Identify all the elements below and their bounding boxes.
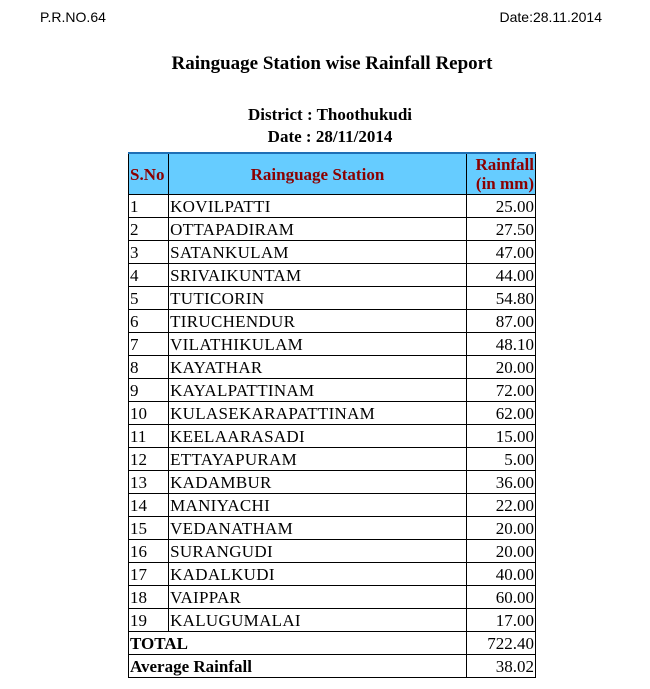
row-station: TIRUCHENDUR — [169, 310, 467, 333]
table-row — [129, 586, 536, 609]
table-row — [129, 310, 536, 333]
row-station: KAYATHAR — [169, 356, 467, 379]
average-value: 38.02 — [466, 655, 535, 678]
header-date: Date:28.11.2014 — [499, 9, 602, 25]
row-sno: 4 — [129, 264, 169, 287]
table-row — [129, 195, 536, 218]
rainfall-table — [128, 152, 536, 678]
table-row — [129, 448, 536, 471]
table-header-row — [129, 153, 536, 195]
row-rainfall: 22.00 — [466, 494, 535, 517]
table-row — [129, 218, 536, 241]
row-station: KADAMBUR — [169, 471, 467, 494]
row-sno: 19 — [129, 609, 169, 632]
average-row — [129, 655, 536, 678]
row-sno: 9 — [129, 379, 169, 402]
row-rainfall: 48.10 — [466, 333, 535, 356]
table-row — [129, 402, 536, 425]
row-station: KALUGUMALAI — [169, 609, 467, 632]
row-sno: 6 — [129, 310, 169, 333]
row-rainfall: 72.00 — [466, 379, 535, 402]
row-rainfall: 60.00 — [466, 586, 535, 609]
row-rainfall: 20.00 — [466, 517, 535, 540]
row-rainfall: 36.00 — [466, 471, 535, 494]
row-sno: 11 — [129, 425, 169, 448]
row-sno: 10 — [129, 402, 169, 425]
table-row — [129, 333, 536, 356]
row-station: SRIVAIKUNTAM — [169, 264, 467, 287]
row-station: VEDANATHAM — [169, 517, 467, 540]
row-rainfall: 54.80 — [466, 287, 535, 310]
press-release-number: P.R.NO.64 — [40, 9, 106, 25]
table-row — [129, 563, 536, 586]
rainfall-header-line2: (in mm) — [475, 174, 534, 193]
row-sno: 18 — [129, 586, 169, 609]
table-row — [129, 517, 536, 540]
district-label: District : Thoothukudi — [247, 105, 413, 124]
row-sno: 5 — [129, 287, 169, 310]
row-rainfall: 44.00 — [466, 264, 535, 287]
table-row — [129, 287, 536, 310]
rainfall-header-line1: Rainfall — [475, 155, 534, 174]
row-station: ETTAYAPURAM — [169, 448, 467, 471]
row-rainfall: 15.00 — [466, 425, 535, 448]
row-station: KOVILPATTI — [169, 195, 467, 218]
table-row — [129, 264, 536, 287]
row-sno: 14 — [129, 494, 169, 517]
table-row — [129, 471, 536, 494]
total-row — [129, 632, 536, 655]
total-value: 722.40 — [466, 632, 535, 655]
column-header-rainfall — [466, 153, 535, 195]
row-sno: 12 — [129, 448, 169, 471]
table-row — [129, 609, 536, 632]
row-rainfall: 20.00 — [466, 356, 535, 379]
table-row — [129, 241, 536, 264]
row-sno: 13 — [129, 471, 169, 494]
table-row — [129, 540, 536, 563]
row-station: KULASEKARAPATTINAM — [169, 402, 467, 425]
row-station: TUTICORIN — [169, 287, 467, 310]
report-title: Rainguage Station wise Rainfall Report — [171, 53, 493, 74]
row-sno: 2 — [129, 218, 169, 241]
row-station: SURANGUDI — [169, 540, 467, 563]
total-label: TOTAL — [129, 632, 467, 655]
row-station: KADALKUDI — [169, 563, 467, 586]
row-rainfall: 5.00 — [466, 448, 535, 471]
row-rainfall: 47.00 — [466, 241, 535, 264]
row-sno: 3 — [129, 241, 169, 264]
row-rainfall: 27.50 — [466, 218, 535, 241]
table-row — [129, 356, 536, 379]
row-sno: 15 — [129, 517, 169, 540]
row-station: VAIPPAR — [169, 586, 467, 609]
table-row — [129, 379, 536, 402]
row-rainfall: 25.00 — [466, 195, 535, 218]
row-sno: 7 — [129, 333, 169, 356]
row-sno: 8 — [129, 356, 169, 379]
column-header-station: Rainguage Station — [169, 153, 467, 195]
row-sno: 16 — [129, 540, 169, 563]
row-rainfall: 87.00 — [466, 310, 535, 333]
row-station: VILATHIKULAM — [169, 333, 467, 356]
row-station: MANIYACHI — [169, 494, 467, 517]
table-row — [129, 425, 536, 448]
row-sno: 17 — [129, 563, 169, 586]
column-header-sno: S.No — [129, 153, 169, 195]
average-label: Average Rainfall — [129, 655, 467, 678]
table-row — [129, 494, 536, 517]
row-station: SATANKULAM — [169, 241, 467, 264]
row-rainfall: 20.00 — [466, 540, 535, 563]
row-rainfall: 17.00 — [466, 609, 535, 632]
row-station: OTTAPADIRAM — [169, 218, 467, 241]
row-station: KAYALPATTINAM — [169, 379, 467, 402]
row-station: KEELAARASADI — [169, 425, 467, 448]
row-sno: 1 — [129, 195, 169, 218]
report-date: Date : 28/11/2014 — [267, 127, 393, 146]
row-rainfall: 40.00 — [466, 563, 535, 586]
row-rainfall: 62.00 — [466, 402, 535, 425]
